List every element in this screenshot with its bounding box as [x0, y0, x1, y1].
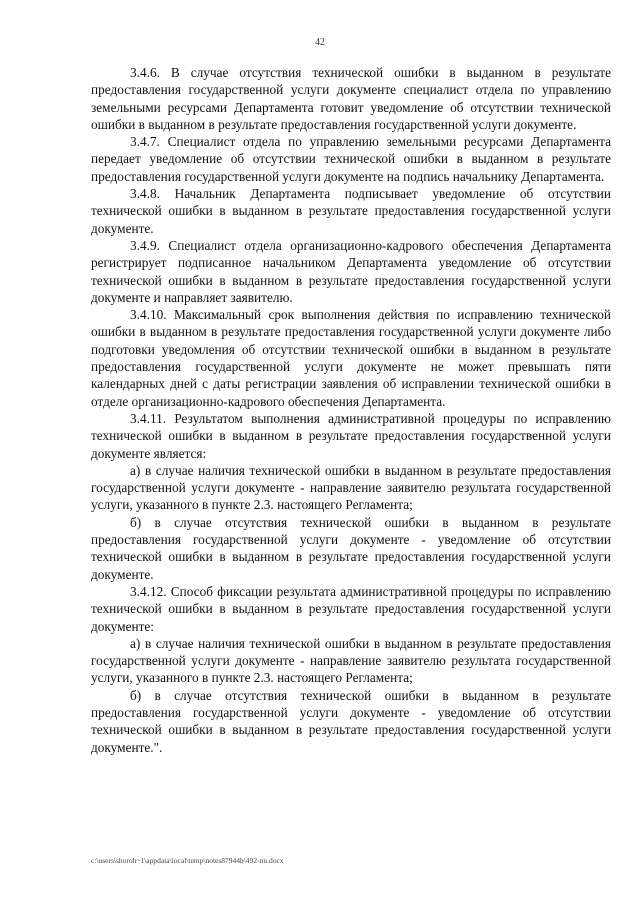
page-number: 42 — [315, 37, 325, 48]
paragraph-3-4-11-a: а) в случае наличия технической ошибки в выданном в результате предоставления государственной услуги документе - направление заявителю результата государственной услуги, указанного в пункте 2.3. настоящего Регламента; — [91, 462, 611, 513]
document-body — [91, 64, 611, 756]
paragraph-3-4-12-b: б) в случае отсутствия технической ошибки в выданном в результате предоставления государственной услуги документе - уведомление об отсутствии технической ошибки в выданном в результате предоставления государственной услуги документе.". — [91, 687, 611, 755]
paragraph-3-4-6: 3.4.6. В случае отсутствия технической ошибки в выданном в результате предоставления государственной услуги документе специалист отдела по управлению земельными ресурсами Департамента готовит уведомление об отсутствии технической ошибки в выданном в результате предоставления государственной услуги документе. — [91, 65, 611, 132]
paragraph-3-4-10: 3.4.10. Максимальный срок выполнения действия по исправлению технической ошибки в выданном в результате предоставления государственной услуги документе либо подготовки уведомления об отсутствии технической ошибки в выданном в результате предоставления государственной услуги документе не может превышать пяти календарных дней с даты регистрации заявления об исправлении технической ошибки в отделе организационно-кадрового обеспечения Департамента. — [91, 307, 611, 409]
paragraph-3-4-8: 3.4.8. Начальник Департамента подписывает уведомление об отсутствии технической ошибки в выданном в результате предоставления государственной услуги документе. — [91, 186, 611, 236]
paragraph-3-4-7: 3.4.7. Специалист отдела по управлению земельными ресурсами Департамента передает уведомление об отсутствии технической ошибки в выданном в результате предоставления государственной услуги документе на подпись начальнику Департамента. — [91, 134, 611, 184]
footer-file-path: c:\users\shoroh~1\appdata\local\temp\notes87944b\492-nn.docx — [91, 856, 284, 865]
paragraph-3-4-12-a: а) в случае наличия технической ошибки в выданном в результате предоставления государственной услуги документе - направление заявителю результата государственной услуги, указанного в пункте 2.3. настоящего Регламента; — [91, 635, 611, 686]
paragraph-3-4-9: 3.4.9. Специалист отдела организационно-кадрового обеспечения Департамента регистрирует подписанное начальником Департамента уведомление об отсутствии технической ошибки в выданном в результате предоставления государственной услуги документе и направляет заявителю. — [91, 237, 611, 305]
paragraph-3-4-12: 3.4.12. Способ фиксации результата административной процедуры по исправлению технической ошибки в выданном в результате предоставления государственной услуги документе: — [91, 583, 611, 634]
paragraph-3-4-11: 3.4.11. Результатом выполнения административной процедуры по исправлению технической ошибки в выданном в результате предоставления государственной услуги документе является: — [91, 410, 611, 461]
paragraph-3-4-11-b: б) в случае отсутствия технической ошибки в выданном в результате предоставления государственной услуги документе - уведомление об отсутствии технической ошибки в выданном в результате предоставления государственной услуги документе. — [91, 514, 611, 582]
